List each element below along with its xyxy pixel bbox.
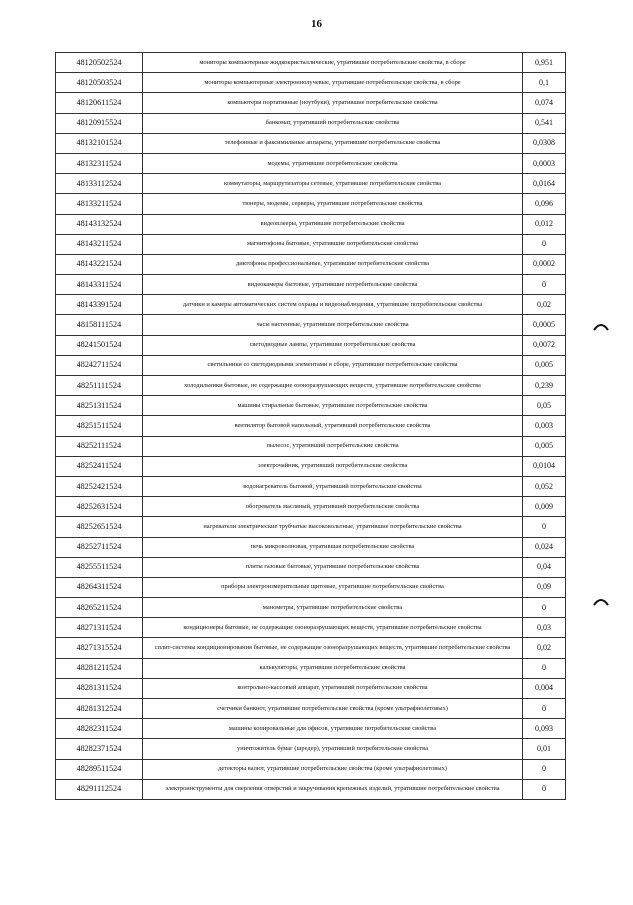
waste-name-cell: пылесос, утративший потребительские свойства bbox=[143, 436, 523, 456]
waste-name-cell: печь микроволновая, утратившая потребительские свойства bbox=[143, 537, 523, 557]
waste-value-cell: 0,03 bbox=[523, 618, 566, 638]
waste-value-cell: 0 bbox=[523, 779, 566, 799]
waste-code-cell: 48264311524 bbox=[56, 577, 143, 597]
table-row bbox=[56, 658, 566, 678]
waste-code-cell: 48251111524 bbox=[56, 376, 143, 396]
waste-code-cell: 48241501524 bbox=[56, 335, 143, 355]
page-number: 16 bbox=[311, 18, 322, 30]
waste-value-cell: 0,0003 bbox=[523, 153, 566, 173]
waste-code-cell: 48133112524 bbox=[56, 174, 143, 194]
table-row bbox=[56, 618, 566, 638]
table-row bbox=[56, 759, 566, 779]
waste-name-cell: банкомат, утративший потребительские свойства bbox=[143, 113, 523, 133]
waste-code-cell: 48143211524 bbox=[56, 234, 143, 254]
table-row bbox=[56, 537, 566, 557]
table-row bbox=[56, 719, 566, 739]
waste-name-cell: телефонные и факсимильные аппараты, утратившие потребительские свойства bbox=[143, 133, 523, 153]
waste-name-cell: контрольно-кассовый аппарат, утративший потребительские свойства bbox=[143, 678, 523, 698]
waste-code-cell: 48120502524 bbox=[56, 53, 143, 73]
waste-code-cell: 48120503524 bbox=[56, 73, 143, 93]
waste-value-cell: 0 bbox=[523, 275, 566, 295]
table-row bbox=[56, 93, 566, 113]
waste-value-cell: 0,0104 bbox=[523, 456, 566, 476]
waste-value-cell: 0,951 bbox=[523, 53, 566, 73]
waste-name-cell: кондиционеры бытовые, не содержащие озоноразрушающих веществ, утратившие потребительские свойства bbox=[143, 618, 523, 638]
waste-code-cell: 48281312524 bbox=[56, 699, 143, 719]
waste-value-cell: 0,096 bbox=[523, 194, 566, 214]
waste-name-cell: электроинструменты для сверления отверстий и закручивания крепежных изделий, утратившие потребительские свойства bbox=[143, 779, 523, 799]
waste-value-cell: 0,05 bbox=[523, 396, 566, 416]
waste-name-cell: машины копировальные для офисов, утратившие потребительские свойства bbox=[143, 719, 523, 739]
waste-name-cell: холодильники бытовые, не содержащие озоноразрушающих веществ, утратившие потребительские свойства bbox=[143, 376, 523, 396]
table-row bbox=[56, 133, 566, 153]
table-row bbox=[56, 557, 566, 577]
waste-code-cell: 48282371524 bbox=[56, 739, 143, 759]
table-row bbox=[56, 315, 566, 335]
table-row bbox=[56, 376, 566, 396]
table-row bbox=[56, 234, 566, 254]
waste-code-cell: 48289511524 bbox=[56, 759, 143, 779]
waste-name-cell: манометры, утратившие потребительские свойства bbox=[143, 598, 523, 618]
waste-name-cell: компьютеры портативные (ноутбуки), утратившие потребительские свойства bbox=[143, 93, 523, 113]
waste-value-cell: 0 bbox=[523, 699, 566, 719]
waste-code-cell: 48143221524 bbox=[56, 254, 143, 274]
table-row bbox=[56, 497, 566, 517]
waste-value-cell: 0,005 bbox=[523, 436, 566, 456]
table-row bbox=[56, 254, 566, 274]
table-row bbox=[56, 194, 566, 214]
table-row bbox=[56, 699, 566, 719]
waste-name-cell: сплит-системы кондиционирования бытовые, не содержащие озоноразрушающих веществ, утратившие потребительские свойства bbox=[143, 638, 523, 658]
waste-name-cell: датчики и камеры автоматических систем охраны и видеонаблюдения, утратившие потребительские свойства bbox=[143, 295, 523, 315]
waste-code-cell: 48132101524 bbox=[56, 133, 143, 153]
waste-code-cell: 48271311524 bbox=[56, 618, 143, 638]
waste-name-cell: диктофоны профессиональные, утратившие потребительские свойства bbox=[143, 254, 523, 274]
waste-name-cell: коммутаторы, маршрутизаторы сетевые, утратившие потребительские свойства bbox=[143, 174, 523, 194]
waste-table bbox=[55, 52, 566, 800]
table-row bbox=[56, 678, 566, 698]
waste-value-cell: 0,1 bbox=[523, 73, 566, 93]
waste-code-cell: 48255511524 bbox=[56, 557, 143, 577]
waste-name-cell: вентилятор бытовой напольный, утративший потребительские свойства bbox=[143, 416, 523, 436]
waste-name-cell: обогреватель масляный, утративший потребительские свойства bbox=[143, 497, 523, 517]
waste-value-cell: 0 bbox=[523, 658, 566, 678]
waste-code-cell: 48120611524 bbox=[56, 93, 143, 113]
table-row bbox=[56, 355, 566, 375]
table-row bbox=[56, 214, 566, 234]
waste-name-cell: водонагреватель бытовой, утративший потребительские свойства bbox=[143, 476, 523, 496]
waste-name-cell: модемы, утратившие потребительские свойства bbox=[143, 153, 523, 173]
waste-name-cell: детекторы валют, утратившие потребительские свойства (кроме ультрафиолетовых) bbox=[143, 759, 523, 779]
table-row bbox=[56, 577, 566, 597]
table-row bbox=[56, 779, 566, 799]
waste-code-cell: 48252421524 bbox=[56, 476, 143, 496]
waste-value-cell: 0,0005 bbox=[523, 315, 566, 335]
table-row bbox=[56, 153, 566, 173]
waste-value-cell: 0,0002 bbox=[523, 254, 566, 274]
waste-code-cell: 48251311524 bbox=[56, 396, 143, 416]
waste-code-cell: 48265211524 bbox=[56, 598, 143, 618]
waste-name-cell: нагреватели электрические трубчатые высоковольтные, утратившие потребительские свойства bbox=[143, 517, 523, 537]
waste-name-cell: машины стиральные бытовые, утратившие потребительские свойства bbox=[143, 396, 523, 416]
waste-name-cell: электрочайник, утративший потребительские свойства bbox=[143, 456, 523, 476]
waste-value-cell: 0,009 bbox=[523, 497, 566, 517]
waste-value-cell: 0,02 bbox=[523, 638, 566, 658]
table-row bbox=[56, 174, 566, 194]
waste-code-cell: 48282311524 bbox=[56, 719, 143, 739]
table-row bbox=[56, 275, 566, 295]
waste-value-cell: 0,01 bbox=[523, 739, 566, 759]
waste-code-cell: 48132311524 bbox=[56, 153, 143, 173]
waste-code-cell: 48133211524 bbox=[56, 194, 143, 214]
waste-value-cell: 0,012 bbox=[523, 214, 566, 234]
waste-code-cell: 48143132524 bbox=[56, 214, 143, 234]
waste-code-cell: 48252411524 bbox=[56, 456, 143, 476]
waste-code-cell: 48143391524 bbox=[56, 295, 143, 315]
waste-name-cell: часы настенные, утратившие потребительские свойства bbox=[143, 315, 523, 335]
waste-name-cell: видеокамеры бытовые, утратившие потребительские свойства bbox=[143, 275, 523, 295]
table-row bbox=[56, 638, 566, 658]
table-row bbox=[56, 456, 566, 476]
waste-value-cell: 0,04 bbox=[523, 557, 566, 577]
waste-code-cell: 48252711524 bbox=[56, 537, 143, 557]
waste-code-cell: 48252651524 bbox=[56, 517, 143, 537]
waste-name-cell: приборы электроизмерительные щитовые, утратившие потребительские свойства bbox=[143, 577, 523, 597]
waste-code-cell: 48281311524 bbox=[56, 678, 143, 698]
waste-name-cell: тюнеры, модемы, серверы, утратившие потребительские свойства bbox=[143, 194, 523, 214]
table-row bbox=[56, 517, 566, 537]
table-row bbox=[56, 335, 566, 355]
waste-name-cell: светодиодные лампы, утратившие потребительские свойства bbox=[143, 335, 523, 355]
waste-value-cell: 0,0164 bbox=[523, 174, 566, 194]
waste-value-cell: 0,09 bbox=[523, 577, 566, 597]
waste-value-cell: 0 bbox=[523, 598, 566, 618]
waste-code-cell: 48251511524 bbox=[56, 416, 143, 436]
waste-value-cell: 0,074 bbox=[523, 93, 566, 113]
waste-value-cell: 0,0308 bbox=[523, 133, 566, 153]
waste-value-cell: 0 bbox=[523, 234, 566, 254]
waste-value-cell: 0,052 bbox=[523, 476, 566, 496]
waste-name-cell: уничтожитель бумаг (шредер), утративший потребительские свойства bbox=[143, 739, 523, 759]
waste-value-cell: 0,239 bbox=[523, 376, 566, 396]
waste-code-cell: 48252111524 bbox=[56, 436, 143, 456]
waste-name-cell: счетчики банкнот, утратившие потребительские свойства (кроме ультрафиолетовых) bbox=[143, 699, 523, 719]
waste-name-cell: мониторы компьютерные жидкокристаллические, утратившие потребительские свойства, в сборе bbox=[143, 53, 523, 73]
waste-name-cell: светильники со светодиодными элементами в сборе, утратившие потребительские свойства bbox=[143, 355, 523, 375]
waste-value-cell: 0,003 bbox=[523, 416, 566, 436]
table-row bbox=[56, 739, 566, 759]
waste-code-cell: 48143311524 bbox=[56, 275, 143, 295]
table-row bbox=[56, 436, 566, 456]
waste-value-cell: 0,024 bbox=[523, 537, 566, 557]
binding-hole-mark-top bbox=[593, 322, 609, 331]
table-row bbox=[56, 416, 566, 436]
table-row bbox=[56, 476, 566, 496]
waste-code-cell: 48271315524 bbox=[56, 638, 143, 658]
waste-code-cell: 48242711524 bbox=[56, 355, 143, 375]
table-row bbox=[56, 295, 566, 315]
waste-code-cell: 48252631524 bbox=[56, 497, 143, 517]
waste-value-cell: 0 bbox=[523, 517, 566, 537]
binding-hole-mark-bottom bbox=[593, 597, 609, 606]
waste-name-cell: мониторы компьютерные электроннолучевые, утратившие потребительские свойства, в сборе bbox=[143, 73, 523, 93]
table-row bbox=[56, 73, 566, 93]
waste-code-cell: 48291112524 bbox=[56, 779, 143, 799]
waste-value-cell: 0,093 bbox=[523, 719, 566, 739]
waste-name-cell: магнитофоны бытовые, утратившие потребительские свойства bbox=[143, 234, 523, 254]
waste-code-cell: 48120915524 bbox=[56, 113, 143, 133]
waste-value-cell: 0,541 bbox=[523, 113, 566, 133]
waste-name-cell: плиты газовые бытовые, утратившие потребительские свойства bbox=[143, 557, 523, 577]
waste-code-cell: 48158111524 bbox=[56, 315, 143, 335]
waste-value-cell: 0,005 bbox=[523, 355, 566, 375]
table-row bbox=[56, 396, 566, 416]
waste-value-cell: 0,0072 bbox=[523, 335, 566, 355]
waste-name-cell: калькуляторы, утратившие потребительские свойства bbox=[143, 658, 523, 678]
waste-code-cell: 48281211524 bbox=[56, 658, 143, 678]
table-row bbox=[56, 598, 566, 618]
waste-value-cell: 0,02 bbox=[523, 295, 566, 315]
waste-name-cell: видеоплееры, утратившие потребительские свойства bbox=[143, 214, 523, 234]
waste-value-cell: 0 bbox=[523, 759, 566, 779]
table-row bbox=[56, 113, 566, 133]
waste-value-cell: 0,004 bbox=[523, 678, 566, 698]
table-row bbox=[56, 53, 566, 73]
